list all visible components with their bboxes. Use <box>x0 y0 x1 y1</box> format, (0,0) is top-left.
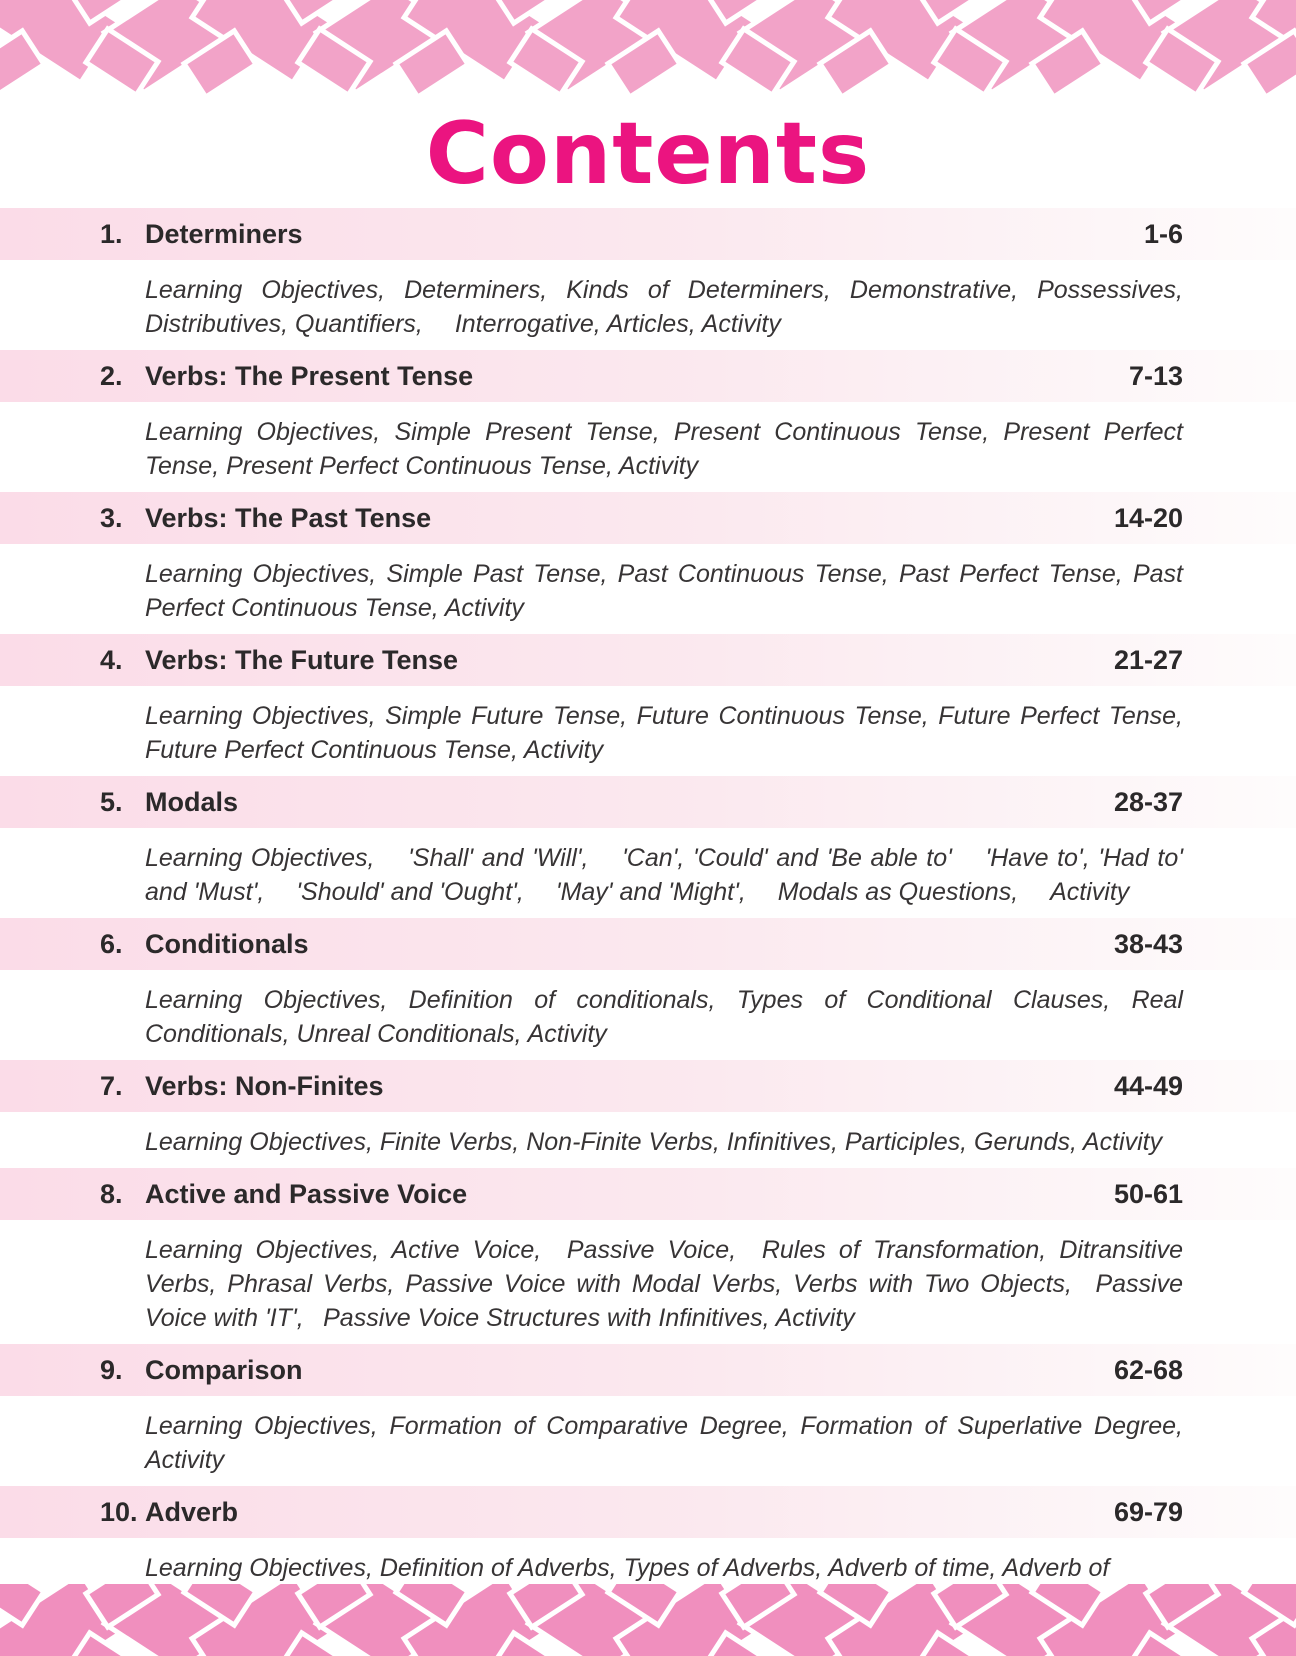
toc-item <box>0 1344 1296 1477</box>
chapter-number: 6. <box>100 928 123 959</box>
brick-pattern-bottom <box>0 1584 1296 1656</box>
chapter-topics: Learning Objectives, Formation of Comparative Degree, Formation of Superlative Degree, Activity <box>145 1412 1183 1474</box>
chapter-number: 4. <box>100 644 123 675</box>
chapter-pages: 14-20 <box>1113 502 1183 533</box>
chapter-number: 7. <box>100 1070 123 1101</box>
chapter-topics: Learning Objectives, Simple Present Tense, Present Continuous Tense, Present Perfect Tense, Present Perfect Continuous Tense, Activity <box>145 418 1183 480</box>
toc-item <box>0 1486 1296 1585</box>
toc-item <box>0 918 1296 1051</box>
chapter-topics: Learning Objectives, Finite Verbs, Non-Finite Verbs, Infinitives, Participles, Gerunds, Activity <box>145 1128 1163 1156</box>
chapter-row <box>0 350 1296 402</box>
chapter-pages: 50-61 <box>1113 1178 1183 1209</box>
chapter-title: Verbs: Non-Finites <box>145 1070 384 1101</box>
chapter-number: 9. <box>100 1354 123 1385</box>
chapter-topics: Learning Objectives, 'Shall' and 'Will', 'Can', 'Could' and 'Be able to' 'Have to', 'Had to' and 'Must', 'Should' and 'Ought', 'May' and 'Might', Modals as Questions, Activity <box>145 844 1183 906</box>
chapter-row <box>0 1486 1296 1538</box>
chapter-row <box>0 1168 1296 1220</box>
chapter-topics: Learning Objectives, Simple Past Tense, Past Continuous Tense, Past Perfect Tense, Past Perfect Continuous Tense, Activity <box>145 560 1183 622</box>
chapter-topics: Learning Objectives, Definition of Adverbs, Types of Adverbs, Adverb of time, Adverb of <box>145 1554 1110 1582</box>
chapter-title: Comparison <box>145 1354 303 1385</box>
chapter-pages: 38-43 <box>1113 928 1183 959</box>
page-title: Contents <box>425 104 871 204</box>
chapter-pages: 1-6 <box>1143 218 1183 249</box>
chapter-title: Verbs: The Future Tense <box>145 644 459 675</box>
toc-item <box>0 492 1296 625</box>
chapter-row <box>0 1060 1296 1112</box>
chapter-title: Conditionals <box>145 928 309 959</box>
chapter-row <box>0 492 1296 544</box>
chapter-title: Active and Passive Voice <box>145 1178 468 1209</box>
chapter-number: 3. <box>100 502 123 533</box>
chapter-row <box>0 1344 1296 1396</box>
chapter-pages: 7-13 <box>1128 360 1183 391</box>
chapter-topics: Learning Objectives, Definition of conditionals, Types of Conditional Clauses, Real Conditionals, Unreal Conditionals, Activity <box>145 986 1183 1048</box>
toc-item <box>0 776 1296 909</box>
chapter-number: 8. <box>100 1178 123 1209</box>
toc-item <box>0 208 1296 341</box>
chapter-row <box>0 918 1296 970</box>
chapter-pages: 62-68 <box>1113 1354 1183 1385</box>
toc-item <box>0 350 1296 483</box>
toc-item <box>0 634 1296 767</box>
chapter-number: 10. <box>100 1496 138 1527</box>
chapter-number: 2. <box>100 360 123 391</box>
chapter-pages: 21-27 <box>1113 644 1183 675</box>
chapter-title: Verbs: The Past Tense <box>145 502 432 533</box>
chapter-pages: 28-37 <box>1113 786 1183 817</box>
chapter-pages: 69-79 <box>1113 1496 1183 1527</box>
toc-list <box>0 208 1296 1585</box>
toc-item <box>0 1168 1296 1335</box>
chapter-row <box>0 208 1296 260</box>
chapter-title: Determiners <box>145 218 303 249</box>
brick-pattern-top <box>0 0 1296 96</box>
chapter-topics: Learning Objectives, Determiners, Kinds of Determiners, Demonstrative, Possessives, Distributives, Quantifiers, Interrogative, Articles, Activity <box>145 276 1183 338</box>
chapter-row <box>0 776 1296 828</box>
chapter-title: Adverb <box>145 1496 239 1527</box>
chapter-number: 5. <box>100 786 123 817</box>
chapter-pages: 44-49 <box>1113 1070 1183 1101</box>
chapter-topics: Learning Objectives, Simple Future Tense, Future Continuous Tense, Future Perfect Tense, Future Perfect Continuous Tense, Activity <box>145 702 1183 764</box>
chapter-title: Modals <box>145 786 239 817</box>
chapter-title: Verbs: The Present Tense <box>145 360 474 391</box>
chapter-topics: Learning Objectives, Active Voice, Passive Voice, Rules of Transformation, Ditransitive Verbs, Phrasal Verbs, Passive Voice with Modal Verbs, Verbs with Two Objects, Passive Voice with 'IT', Passive Voice Structures with Infinitives, Activity <box>145 1236 1183 1332</box>
chapter-row <box>0 634 1296 686</box>
toc-item <box>0 1060 1296 1159</box>
chapter-number: 1. <box>100 218 123 249</box>
